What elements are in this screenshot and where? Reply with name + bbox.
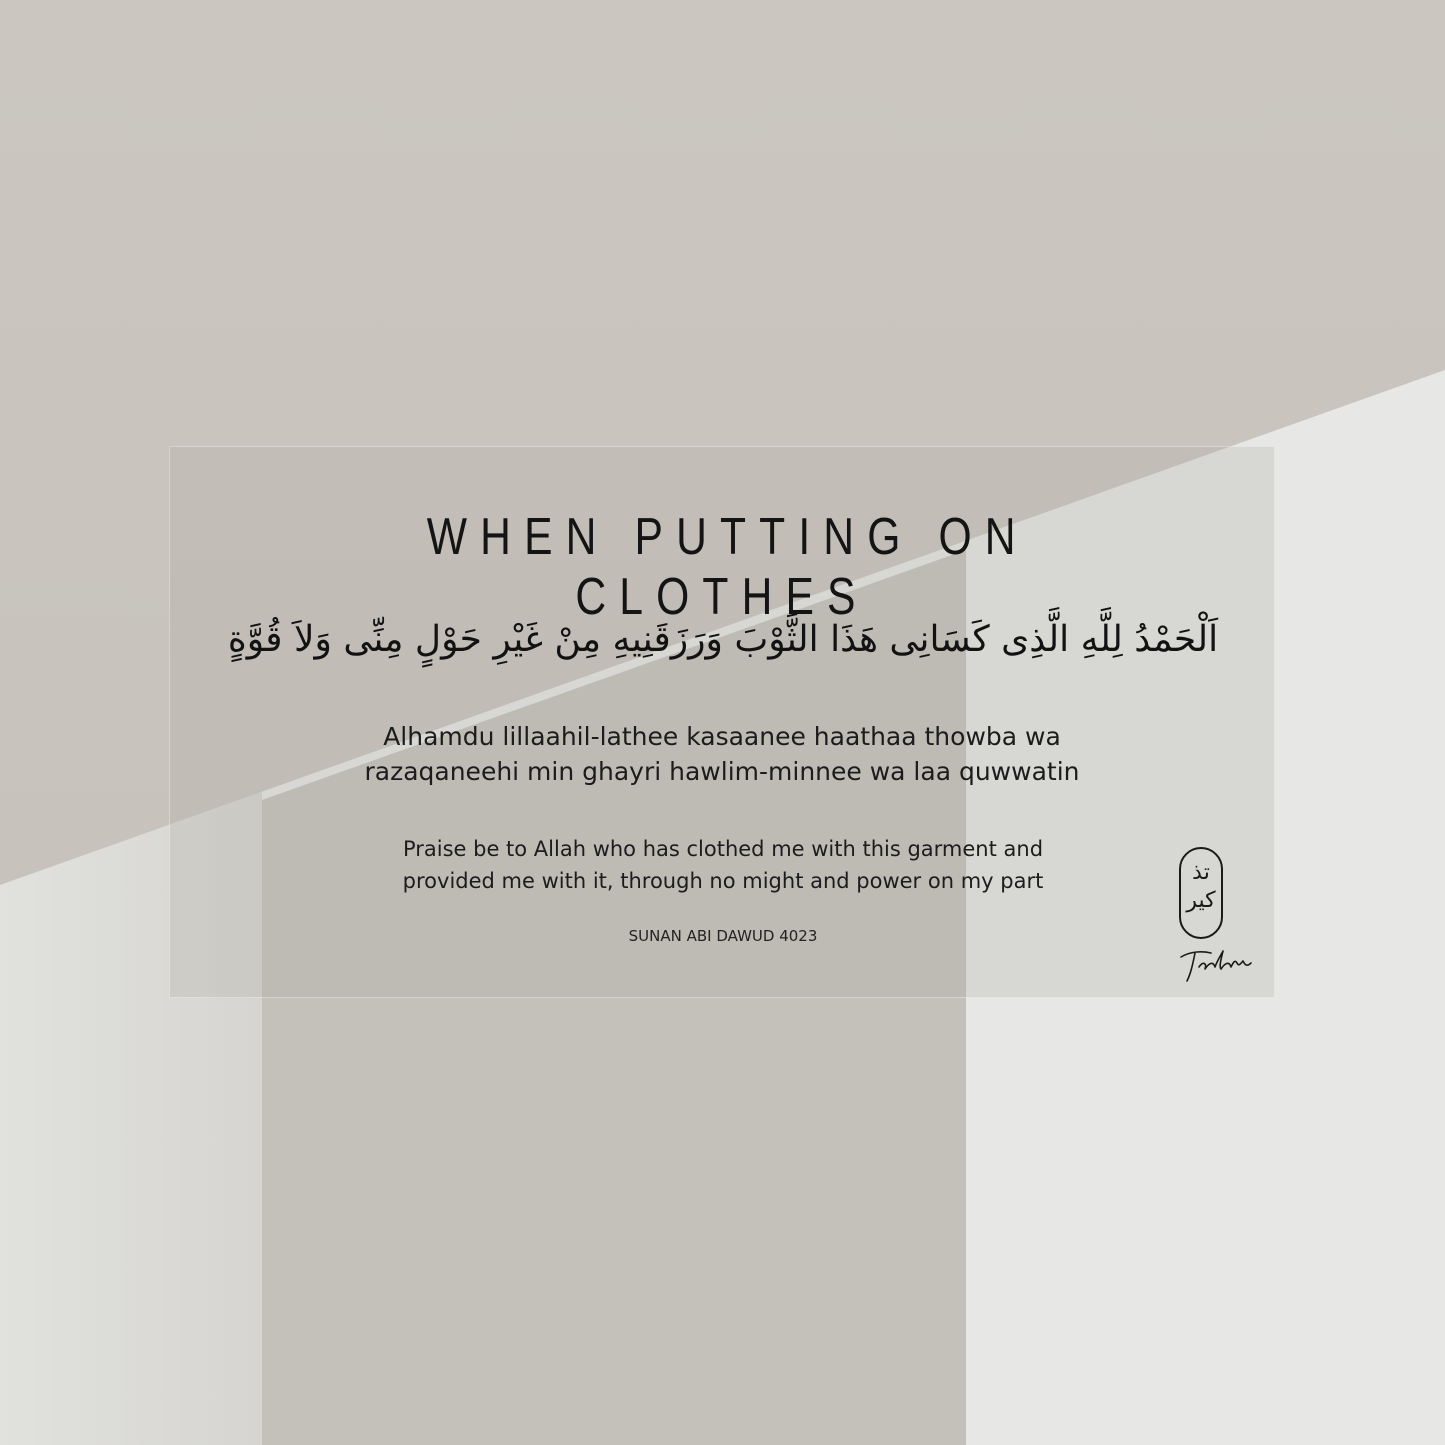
transliteration-line-2: razaqaneehi min ghayri hawlim-minnee wa laa quwwatin (364, 757, 1080, 786)
transliteration (170, 719, 1274, 789)
logo-signature (1177, 945, 1259, 985)
logo-arabic (1177, 859, 1225, 915)
translation (170, 833, 1276, 897)
hadith-source: SUNAN ABI DAWUD 4023 (628, 927, 818, 945)
tadhkir-logo (1177, 847, 1253, 987)
arabic-dua: اَلْحَمْدُ لِلَّهِ الَّذِى كَسَانِى هَذَا الثَّوْبَ وَرَزَقَنِيهِ مِنْ غَيْرِ حَوْلٍ مِنِّى وَلاَ قُوَّةٍ (227, 619, 1219, 660)
logo-arabic-line-2: كير (1186, 888, 1216, 913)
card-title: WHEN PUTTING ON CLOTHES (426, 508, 1029, 626)
dua-card (169, 446, 1275, 998)
translation-line-2: provided me with it, through no might and power on my part (402, 869, 1044, 893)
transliteration-line-1: Alhamdu lillaahil-lathee kasaanee haathaa thowba wa (383, 722, 1061, 751)
translation-line-1: Praise be to Allah who has clothed me with this garment and (402, 837, 1044, 861)
logo-arabic-line-1: تذ (1192, 860, 1210, 885)
